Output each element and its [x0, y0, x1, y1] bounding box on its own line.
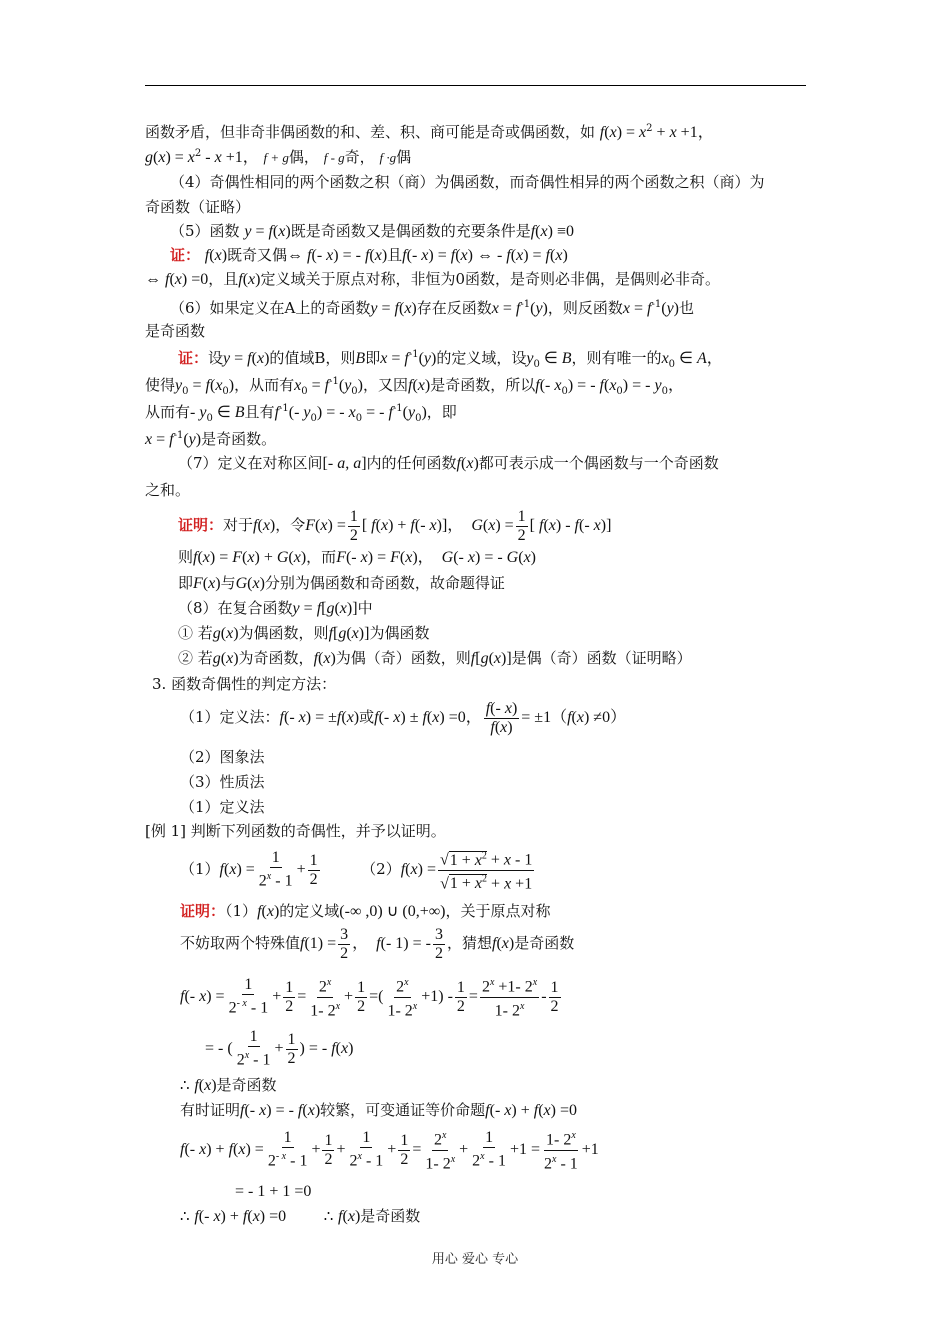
text-line — [180, 796, 265, 818]
proof-label: 证： — [178, 349, 209, 367]
text: 较繁，可变通证等价命题 — [320, 1101, 486, 1119]
text: ，又因 — [363, 376, 409, 394]
text-line — [145, 320, 205, 342]
text-line: （6）如果定义在A上的奇函数y = f(x)存在反函数$x = f^{-1}(y)$，则反函数$x = f^{-1}(y)$也 — [170, 299, 695, 317]
text: 使得 — [145, 376, 176, 394]
therefore-symbol: ∴ — [180, 1207, 190, 1225]
text: 且 — [387, 246, 403, 264]
text: 的定义域，设 — [436, 349, 527, 367]
text: （3）性质法 — [180, 773, 265, 791]
text-line: 即F(x)与G(x)分别为偶函数和奇函数，故命题得证 — [178, 574, 505, 592]
text: [例 1] 判断下列函数的奇偶性，并予以证明。 — [145, 822, 446, 840]
text-line — [170, 171, 765, 193]
text-line: （1）f(x) = $\frac{1}{2^x - 1}$ + $\frac{1}{2}$ （2）f(x) = $\frac{√1 + x^2 + x - 1}{√1 + x^2 + x +1}$ — [180, 847, 536, 893]
text: 为偶函数 — [369, 624, 430, 642]
text: 是奇函数 — [360, 1207, 421, 1225]
math-line: = - 1 + 1 =0 — [235, 1183, 312, 1200]
page-footer: 用心 爱心 专心 — [431, 1252, 519, 1267]
text: ，关于原点对称 — [445, 902, 551, 920]
text-line: 证： f(x)既奇又偶⇔ f(- x) = - f(x)且f(- x) = f(x) ⇔ - f(x) = f(x) — [170, 246, 568, 264]
text: （8）在复合函数 — [178, 599, 293, 617]
text: 定义域关于原点对称，非恒为0函数，是奇则必非偶，是偶则必非奇。 — [260, 270, 721, 288]
text: 不妨取两个特殊值 — [180, 934, 301, 952]
text: 是奇函数。 — [201, 430, 277, 448]
text-line: 证明：（1）f(x)的定义域(-∞ ,0) ∪ (0,+∞)，关于原点对称 — [180, 902, 551, 920]
text: （4）奇偶性相同的两个函数之积（商）为偶函数，而奇偶性相异的两个函数之积（商）为 — [170, 173, 765, 191]
text: ，即 — [426, 403, 457, 421]
text: （6）如果定义在A上的奇函数 — [170, 299, 371, 317]
text: 与 — [220, 574, 236, 592]
text: 是奇函数 — [514, 934, 575, 952]
text: 即 — [178, 574, 194, 592]
text-line: （5）函数 y = f(x)既是奇函数又是偶函数的充要条件是f(x) ≡0 — [170, 222, 574, 240]
text: 是奇函数，所以 — [430, 376, 536, 394]
text: 且有 — [244, 403, 275, 421]
text: 对于 — [223, 516, 254, 534]
text-line — [145, 479, 190, 501]
text: 也 — [679, 299, 695, 317]
text: （1） — [225, 902, 258, 920]
text-line: ① 若g(x)为偶函数，则f[g(x)]为偶函数 — [178, 624, 430, 642]
text: ，则反函数 — [547, 299, 623, 317]
text: 为偶函数，则 — [238, 624, 329, 642]
text-line: $x = f^{-1}(y)$是奇函数。 — [145, 430, 277, 448]
text: 分别为偶函数和奇函数，故命题得证 — [264, 574, 505, 592]
text-line: 不妨取两个特殊值f(1) = $\frac{3}{2}$ ， f(- 1) = - $\frac{3}{2}$ ，猜想f(x)是奇函数 — [180, 925, 575, 962]
proof-label: 证： — [170, 246, 201, 264]
text: 即 — [365, 349, 381, 367]
text-line — [145, 196, 250, 218]
text: （1）定义法 — [180, 798, 265, 816]
text: （2）图象法 — [180, 748, 265, 766]
text: 3. 函数奇偶性的判定方法： — [152, 675, 337, 693]
text: （2） — [361, 860, 401, 878]
header-rule — [145, 85, 806, 86]
text-line — [180, 746, 265, 768]
text: 中 — [357, 599, 373, 617]
text-line: 从而有- $y_0$ ∈ B且有$f^{-1}(-$ $y_0$) = - $x_0$ = - $f^{-1}(y_0)$，即 — [145, 403, 457, 424]
text: 的值域B，则 — [269, 349, 356, 367]
text-line: ∴ f(x)是奇函数 — [180, 1076, 277, 1094]
text: 的定义域 — [279, 902, 340, 920]
text: 从而有 — [145, 403, 191, 421]
text-line: 有时证明f(- x) = - f(x)较繁，可变通证等价命题f(- x) + f(x) =0 — [180, 1101, 577, 1119]
text: 函数矛盾，但非奇非偶函数的和、差、积、商可能是奇或偶函数，如 — [145, 123, 596, 141]
math-line: f(- x) + f(x) = $\frac{1}{2^{- x} - 1}$ + $\frac{1}{2}$ + $\frac{1}{2^x - 1}$ + $\frac{1}{2}$ = $\frac{2^x}{1- 2^x}$ + $\frac{1}{2^x - 1}$ +1 = $\frac{1- 2^x}{2^x - 1}$ +1 — [180, 1127, 599, 1173]
text: ，且 — [208, 270, 239, 288]
proof-label: 证明： — [178, 516, 224, 534]
text: 既是奇函数又是偶函数的充要条件是 — [290, 222, 531, 240]
text: ① 若 — [178, 624, 213, 642]
text: ，猜想 — [446, 934, 492, 952]
text: 是奇函数 — [145, 322, 206, 340]
text-line: （7）定义在对称区间[- a, a]内的任何函数f(x)都可表示成一个偶函数与一个奇函数 — [178, 454, 719, 472]
text-line: 则f(x) = F(x) + G(x)，而F(- x) = F(x)， G(- x) = - G(x) — [178, 548, 536, 566]
text-line: 证明：对于f(x)，令F(x) = $\frac{1}{2}$ [ f(x) + f(- x)]， G(x) = $\frac{1}{2}$ [ f(x) - f(- x)] — [178, 507, 612, 544]
text: 则 — [178, 548, 194, 566]
text: 内的任何函数 — [366, 454, 457, 472]
text-line: ② 若g(x)为奇函数，f(x)为偶（奇）函数，则f[g(x)]是偶（奇）函数（证明略） — [178, 649, 692, 667]
text: 是偶（奇）函数（证明略） — [511, 649, 692, 667]
text: （1）定义法： — [180, 708, 280, 726]
text-line: （1）定义法：f(- x) = ±f(x)或f(- x) ± f(x) =0， $\frac{f(- x)}{f(x)}$ = ±1（f(x) ≠0） — [180, 699, 627, 736]
proof-label: 证明： — [180, 902, 226, 920]
text: 有时证明 — [180, 1101, 241, 1119]
text: ② 若 — [178, 649, 213, 667]
text-line: 证：设y = f(x)的值域B，则B即$x = f^{-1}(y)$的定义域，设$y_0$ ∈ B，则有唯一的$x_0$ ∈ A， — [178, 349, 723, 370]
therefore-symbol: ∴ — [180, 1076, 190, 1094]
section-heading — [152, 673, 336, 695]
text: ，而 — [306, 548, 337, 566]
text-line: （8）在复合函数y = f[g(x)]中 — [178, 599, 373, 617]
therefore-symbol: ∴ — [323, 1207, 334, 1225]
text: 或 — [359, 708, 375, 726]
text: ，则有唯一的 — [571, 349, 662, 367]
text: 都可表示成一个偶函数与一个奇函数 — [478, 454, 719, 472]
text: 既奇又偶 — [227, 246, 288, 264]
math-line: f(- x) = $\frac{1}{2^{- x} - 1}$ + $\frac{1}{2}$ = $\frac{2^x}{1- 2^x}$ + $\frac{1}{2}$ =( $\frac{2^x}{1- 2^x}$ +1) - $\frac{1}{2}$ = $\frac{2^x +1- 2^x}{1- 2^x}$ - $\frac{1}{2}$ — [180, 974, 563, 1020]
text: 设 — [208, 349, 224, 367]
text-line — [180, 771, 265, 793]
text-line: 使得$y_0 = f(x_0)$，从而有$x_0 = f^{-1}(y_0)$，又因f(x)是奇函数，所以f(- $x_0$) = - $f(x_0)$ = - $y_0$， — [145, 376, 684, 397]
math-line: = - ( $\frac{1}{2^x - 1}$ + $\frac{1}{2}$ ) = - f(x) — [205, 1028, 354, 1069]
text: ，从而有 — [234, 376, 295, 394]
text: 是奇函数 — [216, 1076, 277, 1094]
text-line: ⇔ f(x) =0，且f(x)定义域关于原点对称，非恒为0函数，是奇则必非偶，是偶则必非奇。 — [145, 270, 721, 288]
text: （5）函数 — [170, 222, 240, 240]
text: 之和。 — [145, 481, 191, 499]
text: 存在反函数 — [416, 299, 492, 317]
text: 为偶（奇）函数，则 — [335, 649, 471, 667]
text-line: ∴ f(- x) + f(x) =0 ∴ f(x)是奇函数 — [180, 1207, 421, 1225]
text: 奇函数（证略） — [145, 198, 251, 216]
example-heading — [145, 820, 446, 842]
text: ，令 — [275, 516, 306, 534]
text: 为奇函数， — [238, 649, 314, 667]
text-line: $g(x) = x^2 - x +1$， f + g偶， f - g奇， f ·g偶 — [145, 148, 412, 166]
text: （1） — [180, 860, 220, 878]
text-line: 函数矛盾，但非奇非偶函数的和、差、积、商可能是奇或偶函数，如 $f(x) = x^2 + x +1$， — [145, 123, 714, 141]
text: （7）定义在对称区间 — [178, 454, 323, 472]
